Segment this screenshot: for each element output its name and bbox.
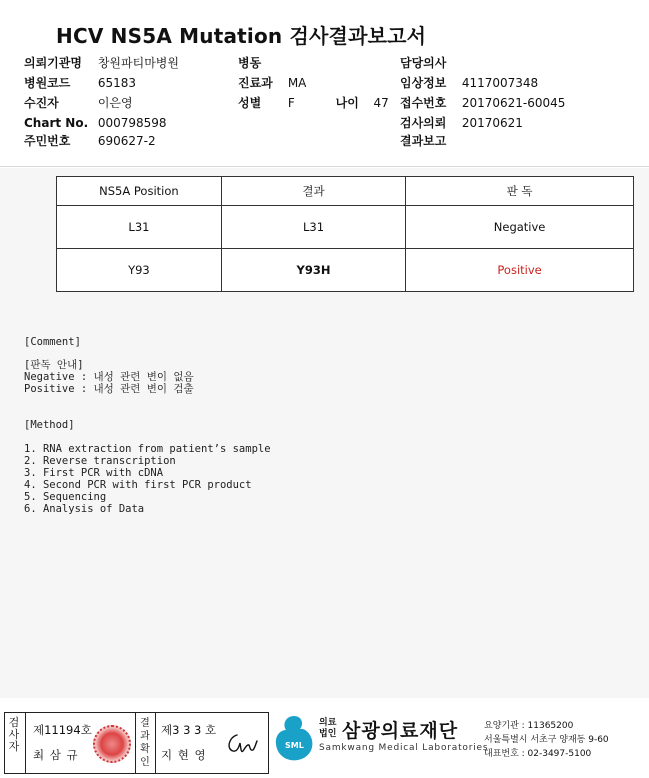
- chart-no-row: [24, 116, 167, 130]
- org-phone: 대표번호 : 02-3497-5100: [484, 749, 592, 759]
- table-row: [57, 206, 634, 249]
- hospital-code-value: 65183: [97, 76, 137, 90]
- logo-text: SML: [285, 741, 304, 750]
- chart-no-value: 000798598: [97, 116, 167, 130]
- signature-box: [4, 712, 269, 774]
- ssn-value: 690627-2: [97, 134, 156, 148]
- org-address: 서울특별시 서초구 양재동 9-60: [484, 735, 609, 745]
- table-row: [57, 249, 634, 292]
- method-step: 2. Reverse transcription: [24, 455, 176, 467]
- org-prefix-top: 의료: [319, 718, 337, 728]
- clinical-info-row: [400, 76, 538, 90]
- ward-label: 병동: [238, 56, 262, 70]
- institution-value: 창원파티마병원: [97, 56, 179, 70]
- sml-logo-icon: [272, 714, 316, 764]
- hospital-code-label: 병원코드: [24, 76, 71, 90]
- patient-row: [24, 96, 133, 110]
- results-table-header: [57, 177, 634, 206]
- tester-name: 최 삼 규: [33, 748, 79, 762]
- approver-license: 제3 3 3 호: [161, 723, 217, 737]
- method-step: 6. Analysis of Data: [24, 503, 145, 515]
- hospital-code-row: [24, 76, 136, 90]
- sex-value: F: [287, 96, 295, 110]
- sex-label: 성별: [238, 96, 262, 110]
- chart-no-label: Chart No.: [24, 116, 89, 130]
- institution-row: [24, 56, 179, 70]
- report-date-row: [400, 134, 462, 148]
- header-divider: [0, 166, 649, 167]
- reading-cell-positive: Positive: [406, 249, 634, 292]
- age-label: 나이: [335, 96, 359, 110]
- method-step: 5. Sequencing: [24, 491, 107, 503]
- comment-heading: [Comment]: [24, 336, 81, 348]
- guide-heading: [판독 안내]: [24, 359, 84, 371]
- org-code: 요양기관 : 11365200: [484, 721, 574, 731]
- request-value: 20170621: [461, 116, 523, 130]
- tester-license: 제11194호: [33, 723, 92, 737]
- method-step: 4. Second PCR with first PCR product: [24, 479, 252, 491]
- position-cell: L31: [57, 206, 222, 249]
- org-name: 삼광의료재단: [342, 720, 459, 742]
- method-step: 3. First PCR with cDNA: [24, 467, 164, 479]
- receipt-row: [400, 96, 565, 110]
- patient-label: 수진자: [24, 96, 59, 110]
- method-heading: [Method]: [24, 419, 75, 431]
- sex-row: [238, 96, 389, 110]
- page-title: HCV NS5A Mutation 검사결과보고서: [56, 24, 427, 48]
- dept-row: [238, 76, 306, 90]
- col-header-position: NS5A Position: [57, 177, 222, 206]
- org-prefix-bottom: 법인: [319, 729, 337, 739]
- clinical-info-label: 임상정보: [400, 76, 447, 90]
- reading-cell: Negative: [406, 206, 634, 249]
- dept-value: MA: [287, 76, 307, 90]
- tester-seal-icon: [93, 725, 131, 763]
- receipt-label: 접수번호: [400, 96, 447, 110]
- sig-divider: [25, 713, 26, 773]
- institution-label: 의뢰기관명: [24, 56, 82, 70]
- doctor-row: [400, 56, 462, 70]
- method-step: 1. RNA extraction from patient’s sample: [24, 443, 271, 455]
- result-cell: L31: [221, 206, 405, 249]
- approver-label: 결과확인: [140, 718, 150, 768]
- position-cell: Y93: [57, 249, 222, 292]
- patient-value: 이은영: [97, 96, 133, 110]
- approver-signature-icon: [223, 729, 259, 757]
- ssn-label: 주민번호: [24, 134, 71, 148]
- col-header-result: 결과: [221, 177, 405, 206]
- request-label: 검사의뢰: [400, 116, 447, 130]
- report-date-label: 결과보고: [400, 134, 447, 148]
- receipt-value: 20170621-60045: [461, 96, 566, 110]
- result-cell: Y93H: [221, 249, 405, 292]
- sig-divider: [155, 713, 156, 773]
- org-english-name: Samkwang Medical Laboratories: [319, 743, 489, 753]
- sig-divider: [135, 713, 136, 773]
- age-value: 47: [373, 96, 389, 110]
- negative-guide: Negative : 내성 관련 변이 없음: [24, 371, 194, 383]
- col-header-reading: 판 독: [406, 177, 634, 206]
- request-row: [400, 116, 523, 130]
- doctor-label: 담당의사: [400, 56, 447, 70]
- ssn-row: [24, 134, 156, 148]
- dept-label: 진료과: [238, 76, 273, 90]
- results-table: [56, 176, 634, 292]
- tester-label: 검사자: [8, 716, 20, 753]
- ward-row: [238, 56, 288, 70]
- clinical-info-value: 4117007348: [461, 76, 539, 90]
- positive-guide: Positive : 내성 관련 변이 검출: [24, 383, 194, 395]
- approver-name: 지 현 영: [161, 748, 207, 762]
